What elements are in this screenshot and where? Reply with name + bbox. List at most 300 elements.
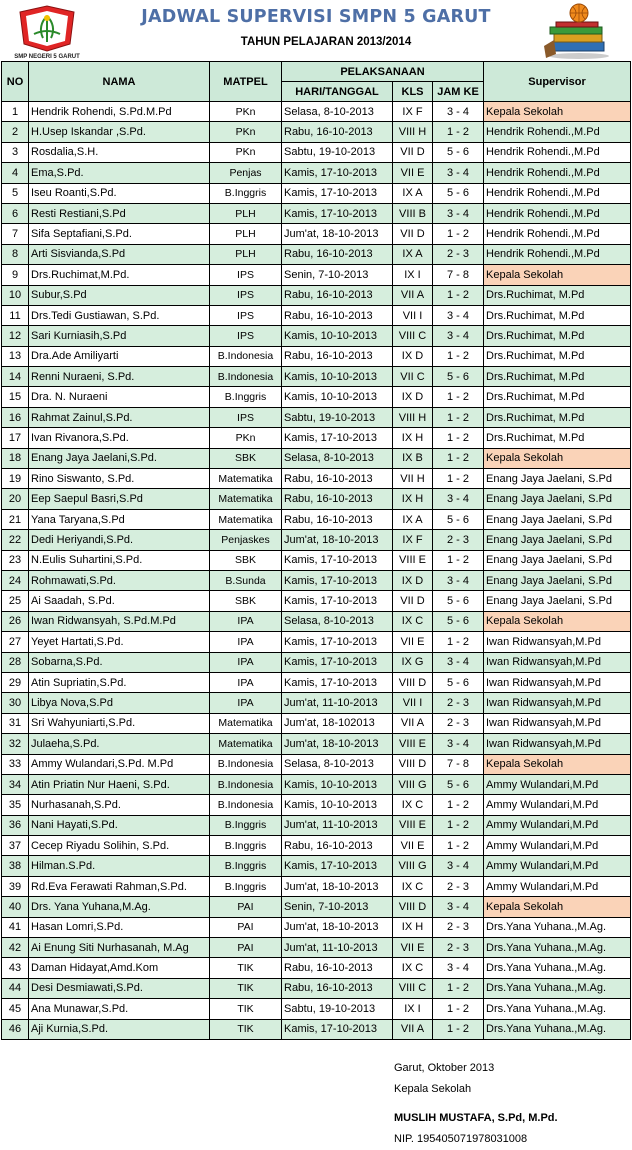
cell-jam: 1 - 2: [433, 815, 484, 835]
table-row: [2, 489, 631, 509]
cell-matpel: B.Indonesia: [210, 795, 282, 815]
cell-matpel: Matematika: [210, 713, 282, 733]
cell-jam: 3 - 4: [433, 163, 484, 183]
cell-no: 17: [2, 428, 29, 448]
cell-hari: Rabu, 16-10-2013: [282, 978, 393, 998]
cell-no: 30: [2, 693, 29, 713]
cell-jam: 3 - 4: [433, 102, 484, 122]
cell-supervisor: Drs.Ruchimat, M.Pd: [484, 428, 631, 448]
cell-kls: VIII D: [393, 672, 433, 692]
cell-no: 46: [2, 1019, 29, 1039]
cell-supervisor: Drs.Yana Yuhana.,M.Ag.: [484, 1019, 631, 1039]
table-row: [2, 183, 631, 203]
cell-hari: Kamis, 17-10-2013: [282, 672, 393, 692]
cell-supervisor: Enang Jaya Jaelani, S.Pd: [484, 591, 631, 611]
cell-matpel: IPS: [210, 265, 282, 285]
col-header-no: NO: [2, 62, 29, 102]
cell-jam: 1 - 2: [433, 795, 484, 815]
cell-nama: Iseu Roanti,S.Pd.: [29, 183, 210, 203]
cell-jam: 1 - 2: [433, 448, 484, 468]
cell-nama: Atin Supriatin,S.Pd.: [29, 672, 210, 692]
cell-hari: Jum'at, 18-10-2013: [282, 917, 393, 937]
cell-jam: 1 - 2: [433, 122, 484, 142]
cell-jam: 3 - 4: [433, 734, 484, 754]
cell-jam: 5 - 6: [433, 509, 484, 529]
cell-no: 20: [2, 489, 29, 509]
cell-hari: Kamis, 10-10-2013: [282, 387, 393, 407]
cell-nama: H.Usep Iskandar ,S.Pd.: [29, 122, 210, 142]
cell-nama: Sifa Septafiani,S.Pd.: [29, 224, 210, 244]
cell-supervisor: Kepala Sekolah: [484, 448, 631, 468]
cell-nama: Rd.Eva Ferawati Rahman,S.Pd.: [29, 876, 210, 896]
cell-nama: Aji Kurnia,S.Pd.: [29, 1019, 210, 1039]
table-body: [2, 102, 631, 1040]
cell-matpel: B.Indonesia: [210, 774, 282, 794]
cell-supervisor: Drs.Ruchimat, M.Pd: [484, 326, 631, 346]
cell-nama: Rahmat Zainul,S.Pd.: [29, 407, 210, 427]
supervision-schedule-table: [1, 61, 631, 1040]
cell-kls: VII I: [393, 693, 433, 713]
cell-matpel: IPS: [210, 305, 282, 325]
table-row: [2, 102, 631, 122]
cell-jam: 7 - 8: [433, 754, 484, 774]
cell-matpel: SBK: [210, 550, 282, 570]
cell-nama: Ivan Rivanora,S.Pd.: [29, 428, 210, 448]
table-row: [2, 469, 631, 489]
cell-nama: Nurhasanah,S.Pd.: [29, 795, 210, 815]
cell-nama: Iwan Ridwansyah, S.Pd.M.Pd: [29, 611, 210, 631]
cell-hari: Kamis, 17-10-2013: [282, 632, 393, 652]
cell-matpel: IPS: [210, 285, 282, 305]
cell-supervisor: Kepala Sekolah: [484, 611, 631, 631]
cell-jam: 5 - 6: [433, 591, 484, 611]
cell-matpel: Penjaskes: [210, 530, 282, 550]
cell-matpel: B.Indonesia: [210, 367, 282, 387]
cell-matpel: PAI: [210, 897, 282, 917]
cell-hari: Selasa, 8-10-2013: [282, 754, 393, 774]
cell-matpel: Matematika: [210, 469, 282, 489]
cell-matpel: PKn: [210, 122, 282, 142]
cell-jam: 5 - 6: [433, 611, 484, 631]
table-row: [2, 836, 631, 856]
cell-nama: Ema,S.Pd.: [29, 163, 210, 183]
cell-jam: 1 - 2: [433, 632, 484, 652]
cell-matpel: Matematika: [210, 734, 282, 754]
cell-nama: Rosdalia,S.H.: [29, 142, 210, 162]
cell-hari: Jum'at, 18-10-2013: [282, 530, 393, 550]
cell-kls: VIII E: [393, 734, 433, 754]
cell-kls: VII D: [393, 224, 433, 244]
table-row: [2, 591, 631, 611]
cell-supervisor: Ammy Wulandari,M.Pd: [484, 815, 631, 835]
cell-jam: 1 - 2: [433, 428, 484, 448]
table-row: [2, 876, 631, 896]
cell-supervisor: Kepala Sekolah: [484, 754, 631, 774]
cell-supervisor: Iwan Ridwansyah,M.Pd: [484, 672, 631, 692]
cell-no: 33: [2, 754, 29, 774]
col-header-matpel: MATPEL: [210, 62, 282, 102]
cell-no: 45: [2, 999, 29, 1019]
document-header: [0, 0, 632, 60]
cell-kls: IX H: [393, 428, 433, 448]
cell-matpel: B.Inggris: [210, 815, 282, 835]
cell-hari: Kamis, 10-10-2013: [282, 326, 393, 346]
cell-nama: Sobarna,S.Pd.: [29, 652, 210, 672]
cell-matpel: IPA: [210, 652, 282, 672]
cell-supervisor: Kepala Sekolah: [484, 897, 631, 917]
cell-no: 43: [2, 958, 29, 978]
cell-supervisor: Ammy Wulandari,M.Pd: [484, 774, 631, 794]
cell-supervisor: Kepala Sekolah: [484, 102, 631, 122]
cell-supervisor: Iwan Ridwansyah,M.Pd: [484, 693, 631, 713]
cell-supervisor: Drs.Ruchimat, M.Pd: [484, 285, 631, 305]
cell-hari: Jum'at, 18-10-2013: [282, 876, 393, 896]
cell-kls: VII E: [393, 163, 433, 183]
cell-no: 27: [2, 632, 29, 652]
cell-hari: Jum'at, 18-10-2013: [282, 224, 393, 244]
cell-supervisor: Drs.Ruchimat, M.Pd: [484, 367, 631, 387]
cell-hari: Kamis, 17-10-2013: [282, 591, 393, 611]
cell-no: 36: [2, 815, 29, 835]
cell-jam: 1 - 2: [433, 550, 484, 570]
signer-position: Kepala Sekolah: [394, 1083, 472, 1095]
cell-supervisor: Drs.Yana Yuhana.,M.Ag.: [484, 938, 631, 958]
cell-nama: Desi Desmiawati,S.Pd.: [29, 978, 210, 998]
cell-jam: 5 - 6: [433, 774, 484, 794]
cell-matpel: TIK: [210, 978, 282, 998]
cell-hari: Kamis, 17-10-2013: [282, 550, 393, 570]
cell-jam: 1 - 2: [433, 999, 484, 1019]
cell-no: 42: [2, 938, 29, 958]
col-header-nama: NAMA: [29, 62, 210, 102]
cell-kls: VII A: [393, 285, 433, 305]
cell-kls: IX I: [393, 999, 433, 1019]
table-row: [2, 978, 631, 998]
cell-matpel: PLH: [210, 224, 282, 244]
cell-kls: VII E: [393, 836, 433, 856]
cell-kls: VII E: [393, 632, 433, 652]
cell-supervisor: Enang Jaya Jaelani, S.Pd: [484, 489, 631, 509]
cell-kls: IX C: [393, 958, 433, 978]
cell-kls: IX B: [393, 448, 433, 468]
cell-matpel: SBK: [210, 448, 282, 468]
table-row: [2, 856, 631, 876]
cell-jam: 3 - 4: [433, 326, 484, 346]
cell-jam: 3 - 4: [433, 489, 484, 509]
cell-no: 15: [2, 387, 29, 407]
cell-matpel: PAI: [210, 917, 282, 937]
cell-hari: Kamis, 10-10-2013: [282, 795, 393, 815]
cell-no: 41: [2, 917, 29, 937]
cell-nama: Drs.Tedi Gustiawan, S.Pd.: [29, 305, 210, 325]
cell-no: 21: [2, 509, 29, 529]
cell-hari: Sabtu, 19-10-2013: [282, 407, 393, 427]
cell-matpel: PKn: [210, 428, 282, 448]
cell-kls: IX A: [393, 244, 433, 264]
cell-jam: 1 - 2: [433, 285, 484, 305]
cell-hari: Kamis, 17-10-2013: [282, 163, 393, 183]
cell-nama: N.Eulis Suhartini,S.Pd.: [29, 550, 210, 570]
cell-hari: Kamis, 17-10-2013: [282, 183, 393, 203]
table-row: [2, 672, 631, 692]
cell-supervisor: Ammy Wulandari,M.Pd: [484, 876, 631, 896]
table-row: [2, 774, 631, 794]
cell-hari: Jum'at, 11-10-2013: [282, 815, 393, 835]
cell-nama: Sari Kurniasih,S.Pd: [29, 326, 210, 346]
cell-kls: VII A: [393, 713, 433, 733]
cell-no: 35: [2, 795, 29, 815]
cell-nama: Dra.Ade Amiliyarti: [29, 346, 210, 366]
cell-no: 26: [2, 611, 29, 631]
cell-kls: VII A: [393, 1019, 433, 1039]
page-subtitle: TAHUN PELAJARAN 2013/2014: [240, 36, 412, 48]
cell-supervisor: Drs.Ruchimat, M.Pd: [484, 407, 631, 427]
cell-nama: Libya Nova,S.Pd: [29, 693, 210, 713]
table-row: [2, 713, 631, 733]
cell-supervisor: Iwan Ridwansyah,M.Pd: [484, 652, 631, 672]
cell-supervisor: Drs.Ruchimat, M.Pd: [484, 305, 631, 325]
cell-no: 12: [2, 326, 29, 346]
cell-no: 40: [2, 897, 29, 917]
table-row: [2, 285, 631, 305]
cell-kls: VIII C: [393, 326, 433, 346]
col-header-supervisor: Supervisor: [484, 62, 631, 102]
cell-no: 4: [2, 163, 29, 183]
cell-kls: VII D: [393, 142, 433, 162]
cell-nama: Dra. N. Nuraeni: [29, 387, 210, 407]
cell-hari: Rabu, 16-10-2013: [282, 305, 393, 325]
cell-supervisor: Enang Jaya Jaelani, S.Pd: [484, 469, 631, 489]
cell-kls: IX H: [393, 917, 433, 937]
cell-matpel: B.Inggris: [210, 876, 282, 896]
cell-matpel: B.Inggris: [210, 836, 282, 856]
cell-jam: 2 - 3: [433, 693, 484, 713]
cell-hari: Rabu, 16-10-2013: [282, 346, 393, 366]
cell-kls: IX A: [393, 509, 433, 529]
cell-supervisor: Hendrik Rohendi.,M.Pd: [484, 244, 631, 264]
cell-hari: Rabu, 16-10-2013: [282, 509, 393, 529]
cell-nama: Renni Nuraeni, S.Pd.: [29, 367, 210, 387]
cell-supervisor: Drs.Yana Yuhana.,M.Ag.: [484, 917, 631, 937]
cell-no: 39: [2, 876, 29, 896]
table-row: [2, 652, 631, 672]
cell-nama: Yana Taryana,S.Pd: [29, 509, 210, 529]
table-row: [2, 958, 631, 978]
cell-nama: Ai Enung Siti Nurhasanah, M.Ag: [29, 938, 210, 958]
table-row: [2, 938, 631, 958]
cell-nama: Sri Wahyuniarti,S.Pd.: [29, 713, 210, 733]
cell-supervisor: Hendrik Rohendi.,M.Pd: [484, 163, 631, 183]
table-row: [2, 754, 631, 774]
page-title: JADWAL SUPERVISI SMPN 5 GARUT: [141, 7, 491, 27]
cell-matpel: SBK: [210, 591, 282, 611]
cell-no: 24: [2, 570, 29, 590]
cell-nama: Hendrik Rohendi, S.Pd.M.Pd: [29, 102, 210, 122]
col-header-kls: KLS: [393, 82, 433, 102]
cell-matpel: B.Sunda: [210, 570, 282, 590]
signer-nip: NIP. 195405071978031008: [394, 1133, 528, 1145]
signer-name: MUSLIH MUSTAFA, S.Pd, M.Pd.: [394, 1112, 558, 1124]
cell-hari: Sabtu, 19-10-2013: [282, 142, 393, 162]
place-date: Garut, Oktober 2013: [394, 1062, 495, 1074]
cell-matpel: TIK: [210, 958, 282, 978]
cell-supervisor: Drs.Yana Yuhana.,M.Ag.: [484, 958, 631, 978]
table-row: [2, 203, 631, 223]
col-header-pelaksanaan: PELAKSANAAN: [282, 62, 484, 82]
cell-kls: VII C: [393, 367, 433, 387]
cell-hari: Kamis, 17-10-2013: [282, 856, 393, 876]
cell-nama: Ana Munawar,S.Pd.: [29, 999, 210, 1019]
cell-matpel: TIK: [210, 1019, 282, 1039]
books-globe-icon: [542, 2, 612, 60]
cell-supervisor: Drs.Yana Yuhana.,M.Ag.: [484, 978, 631, 998]
cell-hari: Jum'at, 11-10-2013: [282, 938, 393, 958]
table-row: [2, 142, 631, 162]
cell-no: 34: [2, 774, 29, 794]
cell-no: 32: [2, 734, 29, 754]
cell-jam: 1 - 2: [433, 469, 484, 489]
cell-kls: IX G: [393, 652, 433, 672]
table-row: [2, 999, 631, 1019]
cell-supervisor: Enang Jaya Jaelani, S.Pd: [484, 530, 631, 550]
cell-kls: IX D: [393, 570, 433, 590]
cell-no: 25: [2, 591, 29, 611]
cell-kls: IX F: [393, 102, 433, 122]
cell-jam: 5 - 6: [433, 183, 484, 203]
cell-no: 31: [2, 713, 29, 733]
cell-jam: 2 - 3: [433, 244, 484, 264]
cell-kls: VIII B: [393, 203, 433, 223]
col-header-hari: HARI/TANGGAL: [282, 82, 393, 102]
table-row: [2, 795, 631, 815]
cell-supervisor: Ammy Wulandari,M.Pd: [484, 856, 631, 876]
table-row: [2, 224, 631, 244]
cell-matpel: Penjas: [210, 163, 282, 183]
cell-jam: 3 - 4: [433, 652, 484, 672]
logo-caption: SMP NEGERI 5 GARUT: [14, 54, 80, 60]
cell-matpel: B.Inggris: [210, 856, 282, 876]
cell-supervisor: Iwan Ridwansyah,M.Pd: [484, 734, 631, 754]
cell-hari: Rabu, 16-10-2013: [282, 469, 393, 489]
cell-kls: VIII H: [393, 407, 433, 427]
cell-kls: VII D: [393, 591, 433, 611]
cell-hari: Selasa, 8-10-2013: [282, 102, 393, 122]
table-row: [2, 346, 631, 366]
table-row: [2, 448, 631, 468]
cell-jam: 7 - 8: [433, 265, 484, 285]
cell-kls: VIII D: [393, 754, 433, 774]
table-row: [2, 163, 631, 183]
cell-kls: IX D: [393, 346, 433, 366]
cell-kls: VIII G: [393, 774, 433, 794]
cell-matpel: Matematika: [210, 509, 282, 529]
cell-no: 14: [2, 367, 29, 387]
cell-nama: Resti Restiani,S.Pd: [29, 203, 210, 223]
table-row: [2, 326, 631, 346]
cell-matpel: TIK: [210, 999, 282, 1019]
cell-hari: Kamis, 10-10-2013: [282, 774, 393, 794]
cell-no: 9: [2, 265, 29, 285]
cell-nama: Yeyet Hartati,S.Pd.: [29, 632, 210, 652]
cell-supervisor: Iwan Ridwansyah,M.Pd: [484, 632, 631, 652]
cell-kls: IX C: [393, 611, 433, 631]
table-row: [2, 265, 631, 285]
table-row: [2, 693, 631, 713]
cell-jam: 3 - 4: [433, 856, 484, 876]
cell-nama: Atin Priatin Nur Haeni, S.Pd.: [29, 774, 210, 794]
cell-matpel: IPA: [210, 611, 282, 631]
cell-hari: Kamis, 10-10-2013: [282, 367, 393, 387]
cell-jam: 2 - 3: [433, 876, 484, 896]
cell-nama: Ammy Wulandari,S.Pd. M.Pd: [29, 754, 210, 774]
cell-nama: Nani Hayati,S.Pd.: [29, 815, 210, 835]
table-row: [2, 387, 631, 407]
cell-jam: 3 - 4: [433, 203, 484, 223]
cell-hari: Jum'at, 11-10-2013: [282, 693, 393, 713]
cell-supervisor: Enang Jaya Jaelani, S.Pd: [484, 509, 631, 529]
cell-hari: Jum'at, 18-102013: [282, 713, 393, 733]
cell-nama: Enang Jaya Jaelani,S.Pd.: [29, 448, 210, 468]
cell-nama: Eep Saepul Basri,S.Pd: [29, 489, 210, 509]
cell-kls: IX C: [393, 876, 433, 896]
table-row: [2, 632, 631, 652]
cell-supervisor: Ammy Wulandari,M.Pd: [484, 795, 631, 815]
cell-jam: 3 - 4: [433, 305, 484, 325]
cell-jam: 1 - 2: [433, 978, 484, 998]
cell-hari: Senin, 7-10-2013: [282, 265, 393, 285]
cell-no: 29: [2, 672, 29, 692]
cell-hari: Kamis, 17-10-2013: [282, 570, 393, 590]
cell-matpel: B.Indonesia: [210, 346, 282, 366]
cell-matpel: IPS: [210, 326, 282, 346]
cell-hari: Senin, 7-10-2013: [282, 897, 393, 917]
cell-kls: VIII C: [393, 978, 433, 998]
cell-supervisor: Iwan Ridwansyah,M.Pd: [484, 713, 631, 733]
cell-nama: Rino Siswanto, S.Pd.: [29, 469, 210, 489]
cell-matpel: PKn: [210, 142, 282, 162]
cell-jam: 3 - 4: [433, 958, 484, 978]
cell-matpel: IPA: [210, 693, 282, 713]
cell-jam: 3 - 4: [433, 570, 484, 590]
cell-kls: IX A: [393, 183, 433, 203]
cell-no: 8: [2, 244, 29, 264]
cell-hari: Sabtu, 19-10-2013: [282, 999, 393, 1019]
cell-nama: Daman Hidayat,Amd.Kom: [29, 958, 210, 978]
table-row: [2, 611, 631, 631]
cell-jam: 2 - 3: [433, 917, 484, 937]
table-row: [2, 1019, 631, 1039]
cell-jam: 1 - 2: [433, 407, 484, 427]
cell-hari: Kamis, 17-10-2013: [282, 652, 393, 672]
table-row: [2, 122, 631, 142]
cell-matpel: B.Indonesia: [210, 754, 282, 774]
cell-jam: 5 - 6: [433, 672, 484, 692]
cell-kls: VII H: [393, 469, 433, 489]
cell-matpel: IPA: [210, 632, 282, 652]
cell-supervisor: Hendrik Rohendi.,M.Pd: [484, 224, 631, 244]
cell-hari: Kamis, 17-10-2013: [282, 428, 393, 448]
cell-supervisor: Hendrik Rohendi.,M.Pd: [484, 203, 631, 223]
cell-kls: VII I: [393, 305, 433, 325]
cell-hari: Rabu, 16-10-2013: [282, 244, 393, 264]
cell-no: 1: [2, 102, 29, 122]
cell-hari: Kamis, 17-10-2013: [282, 203, 393, 223]
cell-kls: IX F: [393, 530, 433, 550]
cell-hari: Rabu, 16-10-2013: [282, 836, 393, 856]
cell-supervisor: Enang Jaya Jaelani, S.Pd: [484, 570, 631, 590]
cell-kls: IX C: [393, 795, 433, 815]
table-row: [2, 815, 631, 835]
